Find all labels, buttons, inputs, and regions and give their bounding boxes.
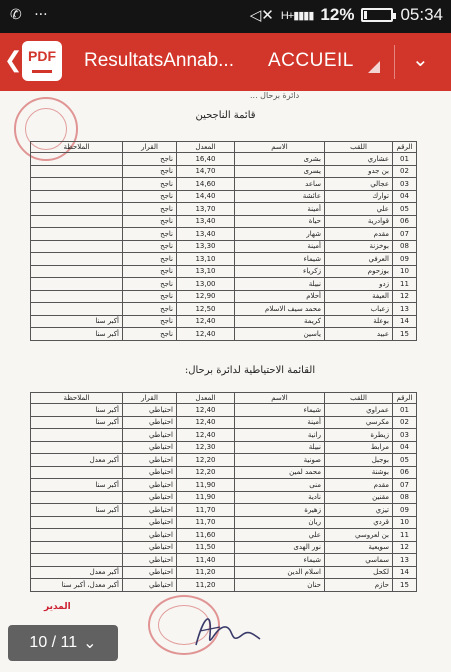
cell-note: أكبر معدل، أكبر سنا	[31, 579, 123, 592]
cell-note: أكبر معدل	[31, 454, 123, 467]
cell-rank: 11	[393, 278, 417, 291]
cell-rank: 15	[393, 579, 417, 592]
cell-average: 11,90	[177, 479, 235, 492]
cell-lastname: عجالي	[325, 178, 393, 191]
cell-lastname: مقدم	[325, 228, 393, 241]
cell-lastname: زعباب	[325, 303, 393, 316]
cell-rank: 03	[393, 178, 417, 191]
cell-average: 12,40	[177, 315, 235, 328]
cell-rank: 11	[393, 529, 417, 542]
cell-lastname: بن جدو	[325, 165, 393, 178]
cell-firstname: محمد سيف الاسلام	[235, 303, 325, 316]
cell-decision: ناجح	[123, 240, 177, 253]
table-row	[31, 290, 417, 303]
cell-decision: احتياطي	[123, 529, 177, 542]
cell-lastname: توارك	[325, 190, 393, 203]
cell-lastname: بوعلة	[325, 315, 393, 328]
cell-firstname: بشرى	[235, 153, 325, 166]
cell-firstname: نبيلة	[235, 278, 325, 291]
cell-note: أكبر سنا	[31, 416, 123, 429]
header-decision: القرار	[123, 393, 177, 404]
table-row	[31, 491, 417, 504]
cell-average: 14,60	[177, 178, 235, 191]
table-row	[31, 554, 417, 567]
table-row	[31, 466, 417, 479]
phone-icon: ✆	[10, 7, 22, 23]
table-row	[31, 153, 417, 166]
cell-note	[31, 529, 123, 542]
cell-firstname: شيماء	[235, 404, 325, 417]
cell-note: أكبر سنا	[31, 479, 123, 492]
table-row	[31, 228, 417, 241]
cell-firstname: شيماء	[235, 253, 325, 266]
cell-note	[31, 278, 123, 291]
cell-average: 12,40	[177, 404, 235, 417]
cell-firstname: زهيرة	[235, 504, 325, 517]
cell-lastname: علي	[325, 203, 393, 216]
cell-firstname: نور الهدى	[235, 541, 325, 554]
cell-decision: احتياطي	[123, 566, 177, 579]
cell-decision: احتياطي	[123, 516, 177, 529]
cell-decision: ناجح	[123, 278, 177, 291]
document-title: ResultatsAnnab...	[84, 50, 234, 71]
cell-lastname: سويعية	[325, 541, 393, 554]
cell-firstname: ياسين	[235, 328, 325, 341]
cell-rank: 06	[393, 466, 417, 479]
table-row	[31, 265, 417, 278]
successful-candidates-table	[30, 141, 417, 341]
cell-decision: ناجح	[123, 215, 177, 228]
cell-decision: احتياطي	[123, 466, 177, 479]
cell-firstname: منى	[235, 479, 325, 492]
status-right	[250, 5, 443, 25]
cell-decision: ناجح	[123, 190, 177, 203]
cell-average: 12,20	[177, 454, 235, 467]
successful-list-title: قائمة الناجحين	[195, 110, 256, 121]
cell-firstname: كريمة	[235, 315, 325, 328]
cell-decision: احتياطي	[123, 429, 177, 442]
back-chevron-icon[interactable]: ❮	[4, 48, 23, 73]
page-indicator[interactable]	[8, 625, 118, 661]
status-bar	[0, 0, 451, 33]
cell-firstname: نبيلة	[235, 441, 325, 454]
cell-lastname: عمراوي	[325, 404, 393, 417]
cell-firstname: حياة	[235, 215, 325, 228]
cell-average: 13,40	[177, 228, 235, 241]
cell-firstname: نادية	[235, 491, 325, 504]
cell-average: 11,20	[177, 566, 235, 579]
cell-rank: 04	[393, 441, 417, 454]
table-row	[31, 190, 417, 203]
cell-average: 13,40	[177, 215, 235, 228]
pdf-app-logo[interactable]: PDF	[22, 41, 62, 81]
header-rank: الرقم	[393, 142, 417, 153]
table-row	[31, 303, 417, 316]
cell-average: 13,00	[177, 278, 235, 291]
cell-firstname: يسرى	[235, 165, 325, 178]
cell-firstname: ريان	[235, 516, 325, 529]
cell-note	[31, 554, 123, 567]
cell-rank: 05	[393, 454, 417, 467]
cell-note	[31, 466, 123, 479]
cell-average: 12,40	[177, 429, 235, 442]
table-row	[31, 278, 417, 291]
cell-rank: 10	[393, 265, 417, 278]
cell-rank: 07	[393, 228, 417, 241]
table-row	[31, 579, 417, 592]
cell-firstname: اسلام الدين	[235, 566, 325, 579]
table-row	[31, 529, 417, 542]
cell-rank: 05	[393, 203, 417, 216]
cell-note	[31, 228, 123, 241]
cell-rank: 14	[393, 315, 417, 328]
cell-rank: 12	[393, 541, 417, 554]
cell-decision: احتياطي	[123, 441, 177, 454]
table-row	[31, 203, 417, 216]
cell-lastname: لكحل	[325, 566, 393, 579]
cell-firstname: شيماء	[235, 554, 325, 567]
cell-lastname: مرابط	[325, 441, 393, 454]
cell-note	[31, 491, 123, 504]
table-row	[31, 315, 417, 328]
cell-decision: احتياطي	[123, 554, 177, 567]
header-note: الملاحظة	[31, 142, 123, 153]
cell-firstname: صونية	[235, 454, 325, 467]
cell-lastname: تيزي	[325, 504, 393, 517]
cell-decision: ناجح	[123, 153, 177, 166]
table-header-row	[31, 393, 417, 404]
cell-average: 12,40	[177, 328, 235, 341]
cell-average: 12,30	[177, 441, 235, 454]
cell-rank: 06	[393, 215, 417, 228]
cell-average: 13,10	[177, 253, 235, 266]
cell-lastname: العرفي	[325, 253, 393, 266]
cell-lastname: مكرسي	[325, 416, 393, 429]
cell-average: 11,20	[177, 579, 235, 592]
table-row	[31, 253, 417, 266]
cell-average: 12,50	[177, 303, 235, 316]
cell-rank: 10	[393, 516, 417, 529]
cell-decision: ناجح	[123, 253, 177, 266]
cell-note	[31, 153, 123, 166]
cell-lastname: بوجبل	[325, 454, 393, 467]
clock: 05:34	[400, 5, 443, 24]
cell-lastname: بوزحوم	[325, 265, 393, 278]
table-row	[31, 215, 417, 228]
cell-decision: احتياطي	[123, 454, 177, 467]
cell-average: 12,40	[177, 416, 235, 429]
cell-average: 13,30	[177, 240, 235, 253]
cell-lastname: عبيد	[325, 328, 393, 341]
cell-rank: 13	[393, 303, 417, 316]
cell-rank: 02	[393, 165, 417, 178]
chevron-down-icon: ⌄	[83, 635, 97, 652]
header-average: المعدل	[177, 142, 235, 153]
cell-average: 11,70	[177, 516, 235, 529]
app-toolbar	[0, 33, 451, 91]
cell-rank: 09	[393, 253, 417, 266]
header-note: الملاحظة	[31, 393, 123, 404]
table-header-row	[31, 142, 417, 153]
cell-rank: 09	[393, 504, 417, 517]
cell-lastname: قردي	[325, 516, 393, 529]
table-row	[31, 566, 417, 579]
cell-note	[31, 516, 123, 529]
cell-firstname: حنان	[235, 579, 325, 592]
cell-decision: احتياطي	[123, 404, 177, 417]
page-header-note: دائرة برحال ...	[250, 91, 300, 100]
header-lastname: اللقب	[325, 393, 393, 404]
cell-decision: احتياطي	[123, 541, 177, 554]
table-row	[31, 328, 417, 341]
table-row	[31, 479, 417, 492]
cell-lastname: العيفة	[325, 290, 393, 303]
cell-rank: 02	[393, 416, 417, 429]
cell-average: 13,70	[177, 203, 235, 216]
cell-average: 11,90	[177, 491, 235, 504]
cell-note: أكبر معدل	[31, 566, 123, 579]
cell-note: أكبر سنا	[31, 315, 123, 328]
cell-firstname: أمينة	[235, 416, 325, 429]
cell-lastname: عشاري	[325, 153, 393, 166]
cell-average: 12,20	[177, 466, 235, 479]
pdf-page[interactable]	[0, 91, 451, 672]
cell-firstname: رانية	[235, 429, 325, 442]
cell-note	[31, 290, 123, 303]
cell-note	[31, 165, 123, 178]
cell-decision: احتياطي	[123, 504, 177, 517]
cell-note	[31, 240, 123, 253]
table-row	[31, 441, 417, 454]
cell-note	[31, 215, 123, 228]
cell-note: أكبر سنا	[31, 404, 123, 417]
cell-decision: ناجح	[123, 290, 177, 303]
home-button[interactable]: ACCUEIL	[268, 50, 354, 71]
cell-note	[31, 178, 123, 191]
cell-lastname: بوشنة	[325, 466, 393, 479]
header-decision: القرار	[123, 142, 177, 153]
cell-lastname: قوادرية	[325, 215, 393, 228]
cell-rank: 01	[393, 404, 417, 417]
table-row	[31, 454, 417, 467]
cell-decision: احتياطي	[123, 479, 177, 492]
cell-firstname: محمد لمين	[235, 466, 325, 479]
table-row	[31, 516, 417, 529]
cell-firstname: أمينة	[235, 240, 325, 253]
cell-firstname: أمينة	[235, 203, 325, 216]
cell-rank: 12	[393, 290, 417, 303]
cell-lastname: سماسي	[325, 554, 393, 567]
cell-decision: احتياطي	[123, 491, 177, 504]
cell-decision: ناجح	[123, 178, 177, 191]
cell-decision: ناجح	[123, 203, 177, 216]
battery-icon	[361, 8, 393, 22]
cell-average: 11,40	[177, 554, 235, 567]
cell-decision: ناجح	[123, 328, 177, 341]
header-rank: الرقم	[393, 393, 417, 404]
cell-decision: ناجح	[123, 303, 177, 316]
header-firstname: الاسم	[235, 142, 325, 153]
cell-lastname: حازم	[325, 579, 393, 592]
cell-rank: 03	[393, 429, 417, 442]
table-row	[31, 541, 417, 554]
hplus-signal-icon: H+▮▮▮▮	[280, 9, 314, 22]
cell-lastname: بن لعروسي	[325, 529, 393, 542]
cell-firstname: عائشة	[235, 190, 325, 203]
cell-average: 11,70	[177, 504, 235, 517]
cell-firstname: ساعد	[235, 178, 325, 191]
table-row	[31, 178, 417, 191]
cell-decision: احتياطي	[123, 416, 177, 429]
cell-rank: 01	[393, 153, 417, 166]
cell-note	[31, 203, 123, 216]
cell-note	[31, 429, 123, 442]
cell-average: 14,40	[177, 190, 235, 203]
cell-average: 16,40	[177, 153, 235, 166]
cell-rank: 08	[393, 491, 417, 504]
director-label: المدير	[44, 602, 71, 612]
cell-rank: 04	[393, 190, 417, 203]
cell-decision: ناجح	[123, 228, 177, 241]
cell-lastname: زيطرة	[325, 429, 393, 442]
cell-lastname: مقدم	[325, 479, 393, 492]
cell-average: 11,60	[177, 529, 235, 542]
cell-rank: 08	[393, 240, 417, 253]
cell-note	[31, 303, 123, 316]
status-left	[10, 7, 56, 23]
table-row	[31, 165, 417, 178]
cell-note	[31, 441, 123, 454]
toolbar-divider	[394, 45, 395, 79]
cell-rank: 15	[393, 328, 417, 341]
table-row	[31, 404, 417, 417]
cell-decision: ناجح	[123, 265, 177, 278]
header-average: المعدل	[177, 393, 235, 404]
reserve-candidates-table	[30, 392, 417, 592]
cell-firstname: زكرياء	[235, 265, 325, 278]
cell-average: 13,10	[177, 265, 235, 278]
cell-firstname: علي	[235, 529, 325, 542]
battery-percent: 12%	[320, 5, 355, 24]
cell-rank: 13	[393, 554, 417, 567]
table-row	[31, 504, 417, 517]
menu-chevron-icon[interactable]: ⌄	[412, 47, 429, 71]
cell-decision: ناجح	[123, 315, 177, 328]
header-firstname: الاسم	[235, 393, 325, 404]
cell-note: أكبر سنا	[31, 328, 123, 341]
cell-average: 12,90	[177, 290, 235, 303]
cell-firstname: شهار	[235, 228, 325, 241]
cell-rank: 14	[393, 566, 417, 579]
cell-firstname: أحلام	[235, 290, 325, 303]
corner-triangle-icon	[368, 61, 380, 73]
cell-lastname: بوخزنة	[325, 240, 393, 253]
cell-lastname: مقنين	[325, 491, 393, 504]
cell-decision: احتياطي	[123, 579, 177, 592]
table-row	[31, 240, 417, 253]
cell-average: 11,50	[177, 541, 235, 554]
page-count: 10 / 11	[29, 634, 78, 651]
signature-icon	[186, 605, 266, 655]
cell-note	[31, 265, 123, 278]
cell-lastname: زدو	[325, 278, 393, 291]
cell-note	[31, 541, 123, 554]
table-row	[31, 416, 417, 429]
more-dots-icon: ···	[34, 7, 48, 23]
cell-rank: 07	[393, 479, 417, 492]
cell-average: 14,70	[177, 165, 235, 178]
cell-note: أكبر سنا	[31, 504, 123, 517]
reserve-list-title: القائمة الاحتياطية لدائرة برحال:	[184, 365, 316, 376]
table-row	[31, 429, 417, 442]
cell-note	[31, 190, 123, 203]
mute-icon: ◁✕	[249, 7, 274, 24]
header-lastname: اللقب	[325, 142, 393, 153]
cell-decision: ناجح	[123, 165, 177, 178]
cell-note	[31, 253, 123, 266]
